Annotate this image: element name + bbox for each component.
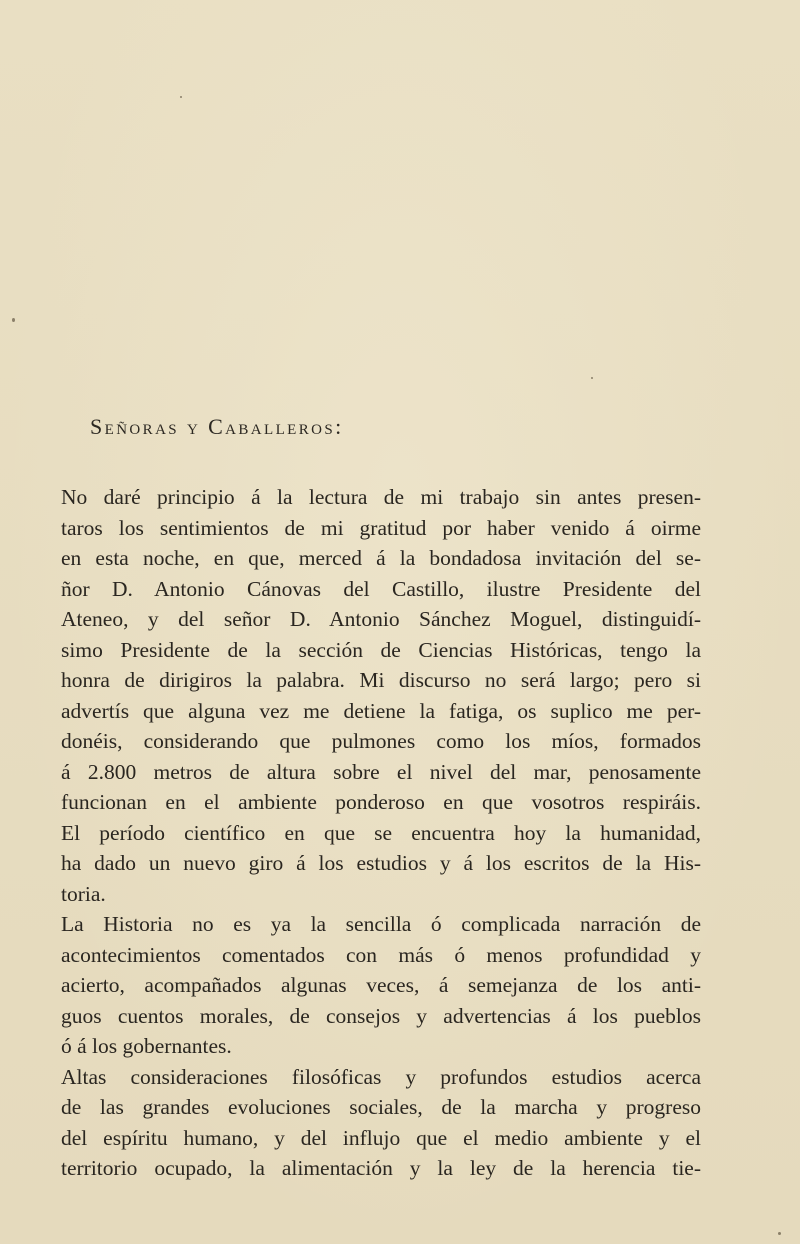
text-line: territorio ocupado, la alimentación y la ley de la herencia tie- bbox=[61, 1156, 701, 1180]
text-line: Ateneo, y del señor D. Antonio Sánchez Moguel, distinguidí- bbox=[61, 607, 701, 631]
text-line: El período científico en que se encuentra hoy la humanidad, bbox=[61, 820, 701, 845]
text-line: á 2.800 metros de altura sobre el nivel del mar, penosamente bbox=[61, 759, 701, 784]
paper-speck bbox=[591, 377, 593, 379]
text-line: del espíritu humano, y del influjo que el medio ambiente y el bbox=[61, 1125, 701, 1150]
text-line: honra de dirigiros la palabra. Mi discurso no será largo; pero si bbox=[61, 668, 701, 692]
text-line: donéis, considerando que pulmones como los míos, formados bbox=[61, 729, 701, 753]
text-line: toria. bbox=[61, 881, 106, 906]
text-line: La Historia no es ya la sencilla ó complicada narración de bbox=[61, 912, 701, 936]
text-line: ñor D. Antonio Cánovas del Castillo, ilustre Presidente del bbox=[61, 576, 701, 601]
text-line: ha dado un nuevo giro á los estudios y á los escritos de la His- bbox=[61, 851, 701, 875]
text-line: No daré principio á la lectura de mi trabajo sin antes presen- bbox=[61, 485, 701, 509]
text-line: funcionan en el ambiente ponderoso en que vosotros respiráis. bbox=[61, 790, 701, 814]
text-line: ó á los gobernantes. bbox=[61, 1034, 232, 1058]
paper-speck bbox=[180, 96, 182, 98]
text-line: acierto, acompañados algunas veces, á semejanza de los anti- bbox=[61, 973, 701, 997]
text-line: Altas consideraciones filosóficas y profundos estudios acerca bbox=[61, 1064, 701, 1089]
text-line: de las grandes evoluciones sociales, de la marcha y progreso bbox=[61, 1095, 701, 1119]
text-line: acontecimientos comentados con más ó menos profundidad y bbox=[61, 942, 701, 967]
text-line: taros los sentimientos de mi gratitud por haber venido á oirme bbox=[61, 515, 701, 540]
paper-speck bbox=[12, 318, 15, 322]
text-line: simo Presidente de la sección de Ciencias Históricas, tengo la bbox=[61, 637, 701, 662]
body-text bbox=[61, 482, 701, 1184]
paper-speck bbox=[778, 1232, 781, 1235]
text-line: en esta noche, en que, merced á la bondadosa invitación del se- bbox=[61, 546, 701, 570]
section-heading: Señoras y Caballeros: bbox=[90, 414, 344, 439]
text-line: advertís que alguna vez me detiene la fatiga, os suplico me per- bbox=[61, 698, 701, 723]
text-line: guos cuentos morales, de consejos y advertencias á los pueblos bbox=[61, 1003, 701, 1028]
